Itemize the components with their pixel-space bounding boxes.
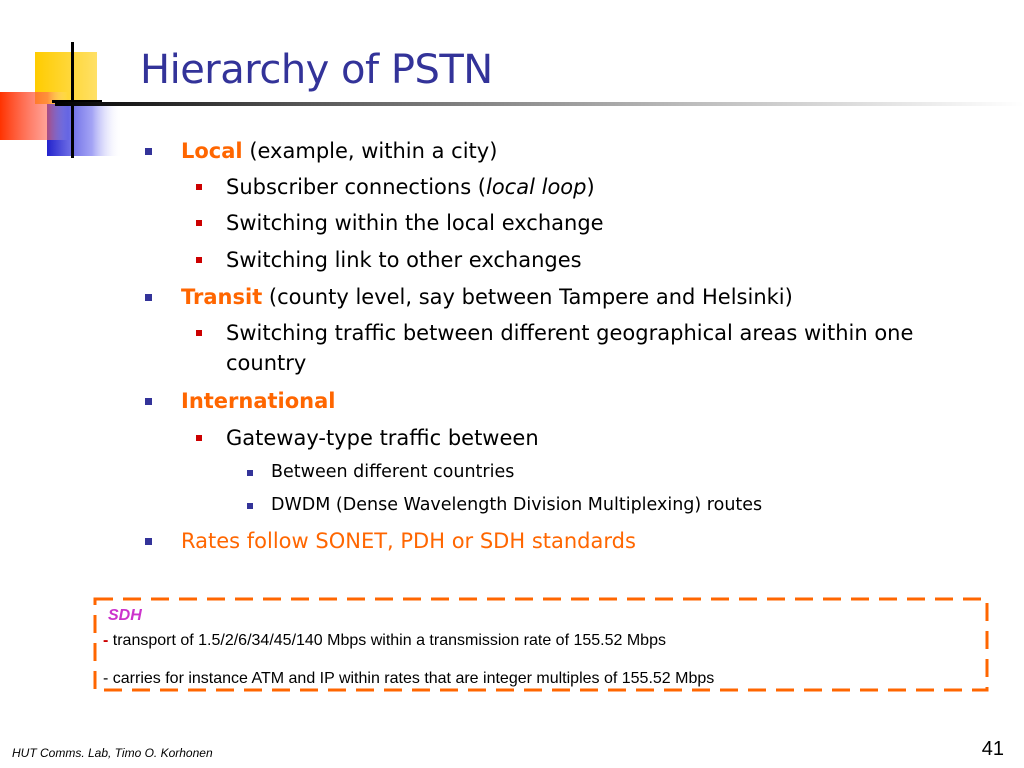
sdh-label: SDH — [108, 607, 142, 624]
bullet-marker-icon — [145, 294, 152, 301]
sub-bullet-switching-traffic — [226, 318, 986, 378]
keyword-local: Local — [181, 139, 243, 163]
sdh-line-text: - carries for instance ATM and IP within rates that are integer multiples of 155.52 Mbps — [103, 670, 715, 687]
bullet-rates — [181, 526, 636, 556]
bullet-marker-icon — [145, 398, 152, 405]
sub-bullet-subscriber — [226, 172, 595, 202]
sub-bullet-switching-local — [226, 208, 604, 238]
sdh-line-carries — [103, 668, 714, 690]
sub-sub-bullet-marker-icon — [247, 503, 253, 509]
sub-bullet-text: Switching link to other exchanges — [226, 248, 582, 272]
sub-bullet-marker-icon — [196, 435, 202, 441]
bullet-transit-text: (county level, say between Tampere and Helsinki) — [262, 285, 793, 309]
sdh-dash: - — [103, 632, 109, 649]
sub-bullet-text: Subscriber connections ( — [226, 175, 486, 199]
footer-author: HUT Comms. Lab, Timo O. Korhonen — [12, 746, 213, 760]
bullet-rates-text: Rates follow SONET, PDH or SDH standards — [181, 529, 636, 553]
bullet-local-text: (example, within a city) — [242, 139, 498, 163]
sub-sub-bullet-text: Between different countries — [271, 462, 515, 482]
keyword-transit: Transit — [181, 285, 263, 309]
sub-bullet-marker-icon — [196, 220, 202, 226]
title-divider — [55, 102, 1024, 106]
bullet-local — [181, 136, 497, 166]
sub-bullet-gateway — [226, 423, 539, 453]
sub-sub-bullet-text: DWDM (Dense Wavelength Division Multiplexing) routes — [271, 495, 763, 515]
sdh-line-text: transport of 1.5/2/6/34/45/140 Mbps within a transmission rate of 155.52 Mbps — [108, 632, 666, 649]
sub-sub-bullet-dwdm — [271, 493, 762, 517]
sub-sub-bullet-marker-icon — [247, 470, 253, 476]
sub-bullet-switching-link — [226, 245, 582, 275]
bullet-marker-icon — [145, 148, 152, 155]
bullet-transit — [181, 282, 793, 312]
colored-squares-logo-icon — [0, 0, 140, 170]
sub-bullet-text: Gateway-type traffic between — [226, 426, 539, 450]
sub-bullet-text: Switching within the local exchange — [226, 211, 604, 235]
sub-bullet-marker-icon — [196, 257, 202, 263]
local-loop-italic: local loop — [486, 175, 587, 199]
sub-bullet-marker-icon — [196, 184, 202, 190]
sub-bullet-text-suffix: ) — [586, 175, 595, 199]
slide-title: Hierarchy of PSTN — [140, 47, 493, 93]
sub-bullet-marker-icon — [196, 330, 202, 336]
keyword-international: International — [181, 389, 336, 413]
sub-sub-bullet-countries — [271, 460, 514, 484]
sdh-line-transport — [103, 630, 666, 652]
page-number: 41 — [981, 738, 1004, 760]
bullet-marker-icon — [145, 538, 152, 545]
bullet-international — [181, 386, 336, 416]
sub-bullet-text: Switching traffic between different geographical areas within one country — [226, 321, 914, 375]
